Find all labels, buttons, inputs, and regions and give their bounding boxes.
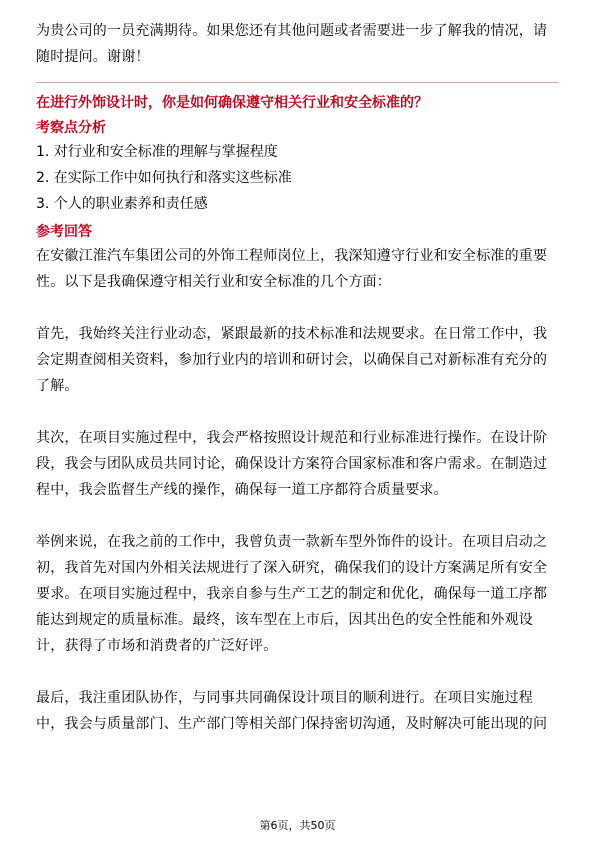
page-number-footer: 第6页，共50页: [259, 819, 336, 832]
answer-line: 举例来说，在我之前的工作中，我曾负责一款新车型外饰件的设计。在项目启动之: [36, 534, 548, 550]
paragraph-gap: [36, 399, 559, 425]
answer-line: 性。以下是我确保遵守相关行业和安全标准的几个方面：: [36, 274, 391, 290]
answer-line: 初，我首先对国内外相关法规进行了深入研究，确保我们的设计方案满足所有安全: [36, 560, 548, 576]
answer-heading: 参考回答: [36, 224, 92, 240]
answer-line: 程中，我会监督生产线的操作，确保每一道工序都符合质量要求。: [36, 482, 448, 498]
answer-line: 其次，在项目实施过程中，我会严格按照设计规范和行业标准进行操作。在设计阶: [36, 430, 548, 446]
page-content: [36, 18, 559, 737]
paragraph-gap: [36, 659, 559, 685]
analysis-heading: 考察点分析: [36, 120, 106, 136]
analysis-point: 1. 对行业和安全标准的理解与掌握程度: [36, 144, 278, 160]
answer-line: 了解。: [36, 378, 79, 394]
paragraph-gap: [36, 503, 559, 529]
answer-line: 首先，我始终关注行业动态，紧跟最新的技术标准和法规要求。在日常工作中，我: [36, 326, 548, 342]
analysis-point: 2. 在实际工作中如何执行和落实这些标准: [36, 170, 292, 186]
answer-line: 在安徽江淮汽车集团公司的外饰工程师岗位上，我深知遵守行业和安全标准的重要: [36, 248, 548, 264]
paragraph-gap: [36, 295, 559, 321]
answer-line: 能达到规定的质量标准。最终，该车型在上市后，因其出色的安全性能和外观设: [36, 612, 533, 628]
answer-line: 中，我会与质量部门、生产部门等相关部门保持密切沟通，及时解决可能出现的问: [36, 716, 548, 732]
answer-line: 最后，我注重团队协作，与同事共同确保设计项目的顺利进行。在项目实施过程: [36, 690, 533, 706]
intro-line: 为贵公司的一员充满期待。如果您还有其他问题或者需要进一步了解我的情况，请: [36, 23, 548, 39]
analysis-point: 3. 个人的职业素养和责任感: [36, 196, 208, 212]
answer-line: 会定期查阅相关资料，参加行业内的培训和研讨会，以确保自己对新标准有充分的: [36, 352, 548, 368]
intro-line: 随时提问。谢谢！: [36, 49, 150, 65]
answer-line: 要求。在项目实施过程中，我亲自参与生产工艺的制定和优化，确保每一道工序都: [36, 586, 548, 602]
answer-line: 段，我会与团队成员共同讨论，确保设计方案符合国家标准和客户需求。在制造过: [36, 456, 548, 472]
question-title: 在进行外饰设计时，你是如何确保遵守相关行业和安全标准的？: [36, 95, 428, 111]
answer-line: 计，获得了市场和消费者的广泛好评。: [36, 638, 278, 654]
section-divider: [36, 82, 559, 83]
